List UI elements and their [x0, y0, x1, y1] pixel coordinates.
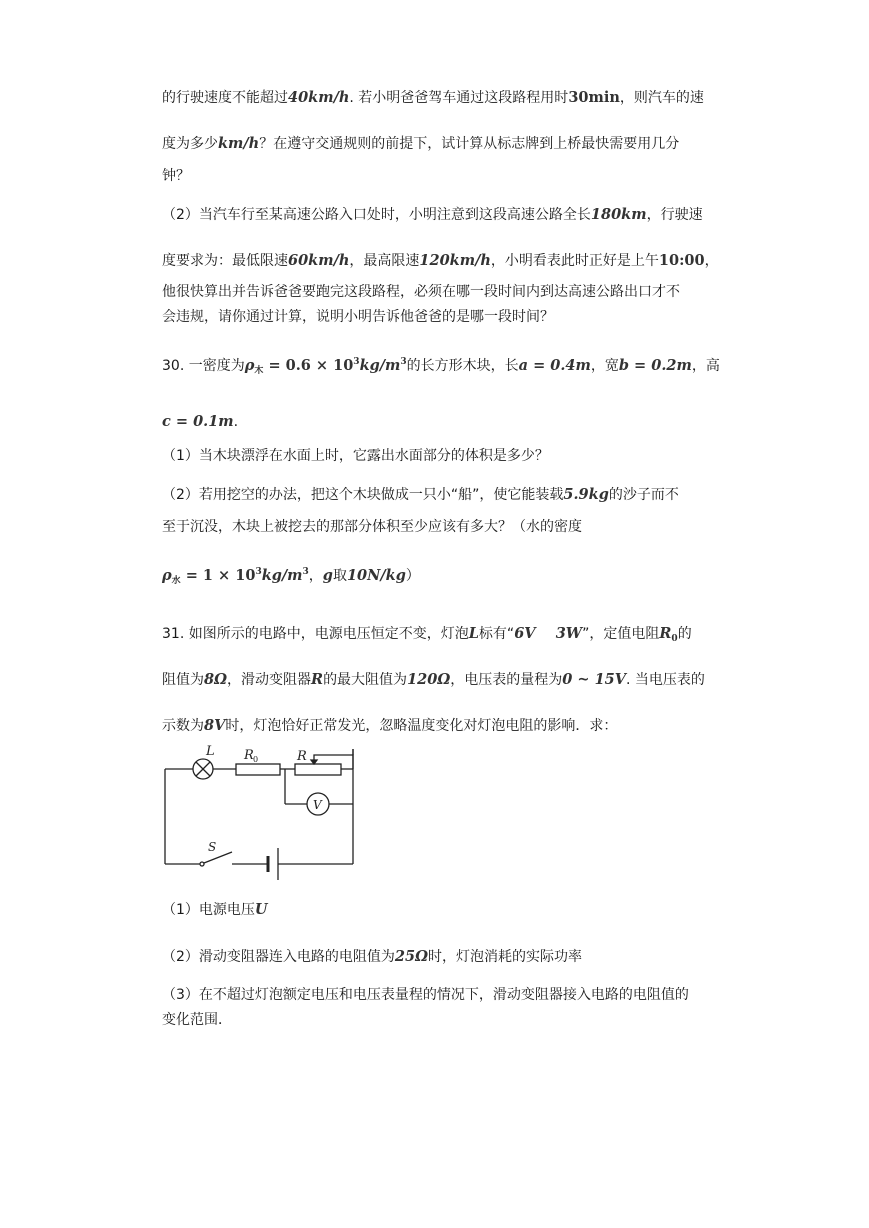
text: ，小明看表此时正好是上午: [490, 253, 659, 269]
text: （2）当汽车行至某高速公路入口处时，小明注意到这段高速公路全长: [162, 207, 591, 223]
distance-value: 180km: [590, 206, 647, 223]
rheostat-icon: [295, 764, 341, 775]
text: 度为多少: [162, 136, 218, 152]
circuit-diagram: [160, 744, 360, 884]
label-S: S: [208, 840, 217, 854]
text: ，则汽车的速: [619, 90, 704, 106]
text: .: [233, 414, 239, 430]
text: 时，灯泡消耗的实际功率: [428, 949, 582, 965]
p30-line1: [162, 352, 720, 381]
text: 的最大阻值为: [323, 672, 408, 688]
text: ，高: [691, 358, 720, 374]
p31-line1: [162, 624, 692, 649]
text: （2）若用挖空的办法，把这个木块做成一只小“船”，使它能装载: [162, 487, 564, 503]
height-c: c = 0.1m: [162, 413, 234, 430]
p31-line2: [162, 670, 705, 690]
exponent: 3: [353, 357, 360, 367]
lamp-icon: [193, 759, 213, 779]
text: ）: [405, 568, 420, 584]
density-symbol: $\rho_木$: [244, 357, 264, 376]
rmax-value: 120Ω: [407, 671, 451, 688]
resistance-value: 25Ω: [394, 948, 428, 965]
unit: km/h: [218, 135, 260, 152]
text: ，行驶速: [646, 207, 703, 223]
fixed-resistor-icon: [236, 764, 280, 775]
p30-q2-line1: [162, 485, 679, 505]
p31-q2: [162, 947, 582, 967]
p30-q2-line3: [162, 562, 420, 591]
text: 31. 如图所示的电路中，电源电压恒定不变，灯泡: [162, 626, 469, 642]
text: ”，定值电阻: [582, 626, 660, 642]
p31-line3: [162, 716, 617, 736]
sand-mass-value: 5.9kg: [563, 486, 609, 503]
unit: kg/m: [359, 357, 401, 374]
text: ，: [308, 568, 323, 584]
text: 取: [332, 568, 347, 584]
p31-q3-line2: 变化范围．: [162, 1012, 232, 1028]
resistor-symbol: $R_0$: [659, 625, 678, 644]
p29-line2: [162, 134, 679, 154]
lamp-symbol: L: [468, 625, 479, 642]
label-R0-sub: 0: [253, 755, 259, 764]
text: 的: [677, 626, 692, 642]
p29-q2-line2: [162, 251, 719, 271]
voltmeter-reading: 8V: [204, 717, 226, 734]
text: 度要求为：最低限速: [162, 253, 288, 269]
exponent: 3: [400, 357, 407, 367]
math: = 0.6 × 10: [263, 357, 354, 374]
text: 阻值为: [162, 672, 204, 688]
exponent: 3: [255, 567, 262, 577]
text: ？在遵守交通规则的前提下，试计算从标志牌到上桥最快需要用几分: [259, 136, 680, 152]
text: ，电压表的量程为: [450, 672, 563, 688]
text: 的行驶速度不能超过: [162, 90, 288, 106]
text: ，: [704, 253, 719, 269]
max-speed-value: 120km/h: [419, 252, 491, 269]
width-b: b = 0.2m: [618, 357, 692, 374]
text: . 若小明爸爸驾车通过这段路程用时: [349, 90, 569, 106]
lamp-rating: 6V 3W: [514, 625, 583, 642]
text: ，滑动变阻器: [227, 672, 311, 688]
p31-q3-line1: （3）在不超过灯泡额定电压和电压表量程的情况下，滑动变阻器接入电路的电阻值的: [162, 987, 689, 1003]
text: 时，灯泡恰好正常发光，忽略温度变化对灯泡电阻的影响．求：: [225, 718, 618, 734]
gravity-symbol: g: [322, 567, 333, 584]
rheostat-symbol: R: [311, 671, 324, 688]
p30-q1: （1）当木块漂浮在水面上时，它露出水面部分的体积是多少？: [162, 448, 549, 464]
label-L: L: [206, 744, 215, 759]
p29-line1: [162, 88, 704, 108]
length-a: a = 0.4m: [518, 357, 591, 374]
clock-time-value: 10:00: [658, 252, 705, 269]
text: 30. 一密度为: [162, 358, 245, 374]
p29-q2-line4: 会违规，请你通过计算，说明小明告诉他爸爸的是哪一段时间？: [162, 309, 554, 325]
p30-q2-line2: 至于沉没，木块上被挖去的那部分体积至少应该有多大？（水的密度: [162, 519, 582, 535]
exponent: 3: [302, 567, 309, 577]
r0-value: 8Ω: [204, 671, 227, 688]
gravity-value: 10N/kg: [346, 567, 406, 584]
label-V: V: [313, 798, 322, 812]
text: （2）滑动变阻器连入电路的电阻值为: [162, 949, 395, 965]
min-speed-value: 60km/h: [288, 252, 350, 269]
text: ，宽: [590, 358, 619, 374]
text: 标有“: [478, 626, 515, 642]
p30-line2: [162, 412, 238, 432]
slider-wire: [314, 755, 353, 769]
unit: kg/m: [261, 567, 303, 584]
text: （1）电源电压: [162, 902, 255, 918]
p31-q1: [162, 900, 268, 920]
label-R: R: [297, 749, 307, 764]
voltmeter-range: 0 ~ 15V: [562, 671, 627, 688]
text: ，最高限速: [349, 253, 420, 269]
p29-line3: 钟？: [162, 168, 190, 184]
text: 的沙子而不: [608, 487, 679, 503]
math: = 1 × 10: [180, 567, 256, 584]
voltage-symbol: U: [254, 901, 268, 918]
p29-q2-line3: 他很快算出并告诉爸爸要跑完这段路程，必须在哪一段时间内到达高速公路出口才不: [162, 284, 680, 300]
speed-limit-value: 40km/h: [288, 89, 350, 106]
text: 的长方形木块，长: [406, 358, 519, 374]
time-value: 30min: [568, 89, 620, 106]
text: . 当电压表的: [626, 672, 705, 688]
label-R0: R: [244, 748, 254, 763]
switch-pivot-icon: [200, 862, 204, 866]
text: 示数为: [162, 718, 204, 734]
water-density-symbol: $\rho_水$: [162, 567, 181, 586]
p29-q2-line1: [162, 205, 703, 225]
